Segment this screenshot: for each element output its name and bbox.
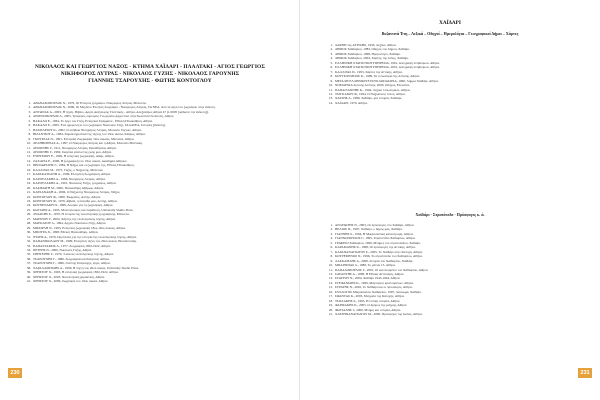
bibliography-entry	[326, 101, 576, 105]
entry-text: ΚΟΥΡΕΜΕΝΟΣ Ν., 1996, Το στρατόπεδο του Χαϊδαρίου, Αθήνα.	[335, 254, 423, 259]
entry-text: ΜΠΟΥΡΑ Χ., 1998, Εθνική Πινακοθήκη, Αθήνα.	[33, 230, 99, 235]
entry-number: 19.	[328, 303, 333, 308]
entry-number: 14.	[328, 280, 333, 285]
entry-text: ΕΛΛΗΝΙΚΗ ΣΤΑΤΙΣΤΙΚΗ ΥΠΗΡΕΣΙΑ, 2001, Απογραφή πληθυσμού, Αθήνα.	[335, 65, 440, 70]
entry-text: ΣΦΑΝΤΑΣ Κ., 2003, Μνημεία της Κατοχής, Αθήνα.	[335, 294, 405, 299]
entry-number: 10.	[328, 263, 333, 268]
entry-number: 7.	[330, 249, 333, 254]
entry-number: 28.	[26, 221, 31, 226]
entry-number: 3.	[330, 51, 333, 56]
entry-text: ΤΣΑΡΟΥΧΗΣ Γ., 1986, Ζωγραφικά και θεατρικά, Αθήνα.	[33, 256, 110, 261]
entry-text: ΖΑΧΑΡΙΑ Ε., 2006, Η ζωγραφική του 19ου αιώνα, Ακαδημία Αθηνών.	[33, 158, 128, 163]
entry-number: 18.	[26, 176, 31, 181]
entry-number: 8.	[330, 74, 333, 79]
entry-text: ΞΥΔΗΣ Α., 1976, Προτάσεις για την ιστορία της νεοελληνικής τέχνης, Αθήνα.	[33, 234, 137, 239]
entry-text: ΤΣΙΓΚΑΚΟΥ Φ., 1994, Ο Ναξιώτικος τόπος, Αθήνα.	[335, 91, 406, 96]
entry-text: ΧΡΗΣΤΟΥ Χ., 1993, Η ελληνική ζωγραφική 1832-1922, Αθήνα.	[33, 270, 119, 275]
entry-text: ΜΑΡΚΑΤΟΥ Δ., 1994, Αρχείο Νικόλαου Γύζη, Αθήνα.	[33, 221, 107, 226]
entry-number: 6.	[330, 245, 333, 250]
entry-text: ΕΛΛΗΝΙΚΗ ΣΤΑΤΙΣΤΙΚΗ ΥΠΗΡΕΣΙΑ, 1991, Απογραφή πληθυσμού, Αθήνα.	[335, 60, 440, 65]
entry-number: 36.	[26, 256, 31, 261]
entry-text: ΠΕΤΡΗΣ Ν., 2000, Νικόλαος Γύζης, Αθήνα.	[33, 247, 93, 252]
entry-number: 15.	[328, 285, 333, 290]
entry-number: 9.	[330, 258, 333, 263]
entry-number: 27.	[26, 216, 31, 221]
entry-number: 21.	[328, 312, 333, 317]
entry-text: ΠΑΠΑΣΤΑΜΟΣ Δ., 1977, Ζωγραφική 1832-1922, Αθήνα.	[33, 243, 111, 248]
entry-number: 30.	[26, 230, 31, 235]
entry-text: ΔΑΦΝΗ της ΑΤΤΙΚΗΣ, 1959, Λεξικό, Αθήνα.	[335, 43, 397, 47]
entry-number: 11.	[329, 267, 333, 272]
entry-text: ΒΙΖΑΝΤΙΟΥ Α., 1984, Χαρακτηριστικά της τέχνης του 19ου αιώνα, Κέδρος, Αθήνα.	[33, 132, 146, 137]
entry-number: 10.	[328, 83, 333, 88]
entry-text: ΒΑΚΑΛΟ Ε., 2005, Ένα ημερολόγιο του ζωγράφου Νικόλαου Γύζη, ΓΑΛΑΤΕΑ. Ιστορίες [έκδοση].	[33, 123, 166, 128]
entry-text: ΣΤΑΥΡΟΥ Ν., 2004, Χαϊδάρι 1943-1944, Αθήνα.	[335, 276, 401, 281]
bibliography-entry	[24, 279, 276, 283]
entry-number: 13.	[26, 154, 31, 159]
right-page	[300, 0, 600, 400]
entry-text: ΚΟΝΤΟΓΛΟΥ Φ., 1960, Έκφρασις, Αστήρ, Αθήνα.	[33, 194, 102, 199]
entry-text: ΦΩΤΙΑΔΗΣ Ι., 2006, Μνήμη και ιστορία, Αθήνα.	[335, 307, 402, 312]
entry-number: 24.	[26, 203, 31, 208]
left-bibliography-list	[24, 101, 276, 284]
entry-number: 6.	[28, 123, 31, 128]
entry-number: 3.	[28, 109, 31, 114]
entry-text: ΧΡΗΣΤΟΥ Χ., 2006, Ζωγράφοι του 19ου αιώνα, Αθήνα.	[33, 279, 109, 284]
entry-number: 14.	[26, 158, 31, 163]
entry-text: ΚΑΡΑΜΑΝΗΣ Κ., 1998, Οι πρόσφυγες της Αττικής, Αθήνα.	[335, 245, 416, 250]
entry-number: 23.	[26, 198, 31, 203]
entry-number: 41.	[26, 279, 31, 284]
entry-number: 19.	[26, 181, 31, 186]
entry-text: ΔΗΜΟΣ Χαϊδαρίου, 1998, Ημερολόγιο, Χαϊδάρι.	[335, 51, 401, 56]
entry-text: ΚΑΡΑΠΑΝΑΓΙΩΤΟΥ Σ., 2005, Το Χαϊδάρι στην Κατοχή, Αθήνα.	[335, 249, 423, 254]
entry-text: ΤΣΟΛΑΚΗΣ Δ., 1995, Η τοπική ιστορία, Αθήνα.	[335, 298, 401, 303]
left-page-title	[24, 64, 276, 85]
entry-number: 1.	[330, 43, 333, 47]
entry-text: ΣΑΡΑΝΤΗΣ Α., 1998, Η Εθνική Αντίσταση, Αθήνα.	[335, 271, 405, 276]
entry-number: 37.	[26, 261, 31, 266]
entry-text: ΚΑΤΣΑΝΑΚΗ Α., 2006, Ο Ναξιώτης Νικηφόρος Λύτρας, Νάξος.	[33, 190, 121, 195]
entry-number: 17.	[26, 172, 31, 177]
entry-number: 18.	[328, 298, 333, 303]
entry-number: 34.	[26, 247, 31, 252]
entry-text: ΓΚΟΥΡΔΑΣ Ν., 1991, Ελληνική Ζωγραφική 19ος αιώνας, Μέλισσα, Αθήνα.	[33, 136, 135, 141]
entry-text: ΜΠΑΡΜΠΑΣ Δ., 1986, Το μπλοκ 15, Αθήνα.	[335, 263, 396, 268]
entry-number: 4.	[330, 56, 333, 61]
section-1-title: Βυζαντινά Έτη – Λεξικά – Οδηγοί – Ημερολόγια – Γεωγραφικοί Δήμοι – Χάρτες	[381, 31, 519, 36]
entry-number: 11.	[27, 145, 31, 150]
entry-number: 33.	[26, 243, 31, 248]
entry-number: 9.	[28, 136, 31, 141]
entry-number: 31.	[26, 234, 31, 239]
entry-number: 13.	[328, 276, 333, 281]
entry-text: ΜΙΣΣΙΡΛΗ Ν., 1993, Ελληνική ζωγραφική 18ος-19ος αιώνας, Αθήνα.	[33, 225, 126, 230]
left-title-line-2: ΝΙΚΗΦΟΡΟΣ ΛΥΤΡΑΣ - ΝΙΚΟΛΑΟΣ ΓΥΖΗΣ - ΝΙΚΟΛΑΟΣ ΓΑΡΟΥΝΗΣ	[60, 71, 240, 77]
entry-number: 3.	[330, 231, 333, 236]
entry-text: ΒΕΛΙΟΣ Π., 1997, Χαϊδάρι, ο δήμος μας, Χαϊδάρι.	[335, 227, 403, 232]
entry-text: ΧΡΗΣΤΟΥ Χ., 2003, Νεοελληνική χαρακτική, Αθήνα.	[33, 274, 106, 279]
entry-number: 8.	[28, 132, 31, 137]
entry-number: 17.	[328, 294, 333, 299]
entry-number: 5.	[330, 60, 333, 65]
entry-number: 4.	[330, 236, 333, 241]
entry-text: ΔΗΜΟΣ Χαϊδαρίου, 2004, Χάρτης της πόλης, Χαϊδάρι.	[335, 56, 409, 61]
entry-text: ΔΗΜΟΣ Χαϊδαρίου, 1983, Οδηγός του Δήμου, Χαϊδάρι.	[335, 47, 410, 52]
section-1-list	[326, 43, 576, 105]
entry-number: 13.	[328, 96, 333, 101]
entry-number: 15.	[26, 163, 31, 168]
entry-number: 40.	[26, 274, 31, 279]
entry-text: ΚΟΥΝΕΝΑΚΗ Π., 1999, Δοκίμιο για τη ζωγραφική, Αθήνα.	[33, 203, 114, 208]
entry-text: ΧΑΤΖΗΣ Δ., 1989, Χαϊδάρι, μια ιστορία, Χαϊδάρι.	[335, 96, 403, 101]
entry-text: ΚΟΝΤΟΓΛΟΥ Φ., 1979, Αϊβαλί, η πατρίδα μου, Αστήρ, Αθήνα.	[33, 198, 118, 203]
left-title-line-3: ΓΙΑΝΝΗΣ ΤΣΑΡΟΥΧΗΣ - ΦΩΤΗΣ ΚΟΝΤΟΓΛΟΥ	[88, 78, 212, 84]
entry-number: 22.	[26, 194, 31, 199]
entry-number: 16.	[328, 289, 333, 294]
entry-number: 1.	[330, 223, 333, 227]
entry-text: ΧΑΪΔΑΡΙ, 1970, Αθήνα.	[335, 100, 368, 105]
entry-number: 21.	[26, 190, 31, 195]
entry-text: ΑΝΔΡΙΩΤΗΣ Ν., 2003, Οι πρόσφυγες στο Χαϊδάρι, Αθήνα.	[335, 223, 415, 227]
entry-number: 20.	[328, 307, 333, 312]
entry-text: ΤΣΑΡΟΥΧΗΣ Γ., 1996, Γιάννης Τσαρούχης, έργα, Αθήνα.	[33, 261, 111, 266]
entry-number: 7.	[28, 127, 31, 132]
entry-text: ΚΑΡΟΥΖΑΚΗΣ Α., 1991, Νικόλαος Γύζης, ζωγράφος, Αθήνα.	[33, 181, 117, 186]
entry-text: ΚΑΛΛΙΓΑΣ Μ., 1975, Γύζης, ο Ναξιώτης, Μέλισσα.	[33, 167, 104, 172]
entry-number: 25.	[26, 207, 31, 212]
entry-text: ΑΘΑΝΑΣΟΠΟΥΛΟΣ Ν., 2006, Οι Μεγάλοι Έλληνες Ζωγράφοι - Νικηφόρος Λύτρας, ΤΑ ΝΕΑ. Από τα έργα του ζωγράφου στην έκδοση.	[33, 105, 216, 110]
entry-text: ΣΥΛΛΟΓΟΣ Μικρασιατών Χαϊδαρίου, 1997, Λεύκωμα, Χαϊδάρι.	[335, 289, 422, 294]
entry-text: ΑΘΑΝΑΣΟΠΟΥΛΟΣ Ν., 1979, Οι Έλληνες ζωγράφοι. Νικηφόρος Λύτρας, Μέλισσα.	[33, 101, 147, 105]
entry-number: 4.	[28, 114, 31, 119]
entry-text: ΔΡΟΣΙΝΗΣ Γ., 1911, Νικηφόρος Λύτρας, Παναθήναια, Αθήνα.	[33, 145, 117, 150]
entry-text: ΚΑΛΛΙΓΑΣ Π., 1993, Χάρτες της Αττικής, Αθήνα.	[335, 69, 403, 74]
entry-text: ΔΕΛΗΒΟΡΡΙΑΣ Α., 1997, Ο Νικηφόρος Λύτρας και η Αθήνα, Μουσείο Μπενάκη.	[33, 141, 143, 146]
page-number-right: 231	[578, 368, 592, 378]
entry-text: ΘΕΟΔΩΡΙΔΗΣ Γ., 1984, Η Νάξος και οι ζωγράφοι της, Εθνική Πινακοθήκη.	[33, 163, 135, 168]
entry-text: ΛΑΣΚΑΡΙΔΗΣ Α., 2000, Ιστορία του Χαϊδαρίου, Χαϊδάρι.	[335, 258, 414, 263]
section-2-list	[326, 223, 576, 317]
entry-text: ΑΡΣΕΝΟΠΟΥΛΟΣ Δ., 2005, Τρυφερός λυρισμός: Γεωργιανό Αρχοντικό στην Κωνσταντινούπολη, Αθήνα.	[33, 114, 175, 119]
entry-number: 2.	[330, 227, 333, 232]
entry-text: ΚΑΡΟΥΖΑΚΗΣ Α., 1986, Νικηφόρος Λύτρας, Αθήνα.	[33, 176, 106, 181]
entry-text: ΒΑΚΑΛΟ Ε., 1964, Το έργο του Γύζη, Ελληνικά Γράμματα - Εθνική Πινακοθήκη, Αθήνα.	[33, 118, 153, 123]
entry-number: 6.	[330, 65, 333, 70]
entry-number: 38.	[26, 265, 31, 270]
entry-text: ΠΑΠΑΝΙΚΟΛΑΟΥ Μ., 1999, Ελληνική τέχνη του 20ού αιώνα, Θεσσαλονίκη.	[33, 239, 138, 244]
entry-text: ΦΑΡΜΑΚΗΣ Κ., 2005, Ο δρόμος της μνήμης, Αθήνα.	[335, 303, 408, 308]
entry-text: ΔΡΟΣΙΝΗΣ Γ., 1982, Σκόρπια φύλλα της ζωής μου, Αθήνα.	[33, 149, 112, 154]
entry-number: 8.	[330, 254, 333, 259]
entry-number: 12.	[328, 91, 333, 96]
entry-text: ΛΥΔΑΚΗΣ Σ., 1976, Η ιστορία της νεοελληνικής ζωγραφικής, Μέλισσα.	[33, 212, 130, 217]
entry-number: 9.	[330, 78, 333, 83]
entry-text: ΚΩΤΙΔΗΣ Α., 1995, Μοντερνισμός και παράδοση, University Studio Press.	[33, 207, 134, 212]
entry-number: 10.	[26, 141, 31, 146]
entry-number: 2.	[330, 47, 333, 52]
entry-number: 29.	[26, 225, 31, 230]
entry-text: ΚΑΡΑΚΑΤΣΑΝΗ Α., 1999, Ελληνική Ζωγραφική, Αθήνα.	[33, 172, 111, 177]
left-title-line-1: ΝΙΚΟΛΑΟΣ ΚΑΙ ΓΕΩΡΓΙΟΣ ΝΑΞΟΣ - ΚΤΗΜΑ ΧΑΪΔΑΡΙ - ΠΛΑΛΤΑΚΙ - ΑΓΙΟΣ ΓΕΩΡΓΙΟΣ	[35, 64, 265, 70]
entry-text: ΒΑΣΣΙΛΕΙΟΥ Κ., 2002, Ο αλήθεια Νικηφόρος Λύτρας, Μουσείο Τεχνών, Αθήνα.	[33, 127, 142, 132]
entry-number: 2.	[28, 105, 31, 110]
entry-text: ΠΑΠΑΔΟΠΟΥΛΟΣ Γ., 2001, Οι εκτελεσμένοι του Χαϊδαρίου, Αθήνα.	[335, 267, 429, 272]
entry-text: ΜΑΡΙΝΟΥ Γ., 2004, Χάρτης της νεοελληνικής τέχνης, Αθήνα.	[33, 216, 116, 221]
entry-text: ΧΑΡΑΛΑΜΠΙΔΗΣ Α., 1990, Η τέχνη του 20ού αιώνα, University Studio Press.	[33, 265, 139, 270]
entry-number: 20.	[26, 185, 31, 190]
entry-number: 5.	[330, 240, 333, 245]
entry-text: ΚΟΥΤΣΟΥΜΠΟΣ Κ., 1999, Τα τοπωνύμια της Αττικής, Αθήνα.	[335, 74, 421, 79]
entry-number: 11.	[329, 87, 333, 92]
page-number-left: 230	[8, 368, 22, 378]
entry-text: ΣΤΕΦΑΝΙΔΗΣ Κ., 1999, Μαρτυρίες κρατουμένων, Αθήνα.	[335, 280, 414, 285]
entry-text: ΚΑΣΙΜΑΤΗ Μ., 2000, Πινακοθήκη Αβέρωφ, Αθήνα.	[33, 185, 105, 190]
entry-text: ΜΕΓΑΛΗ ΕΛΛΗΝΙΚΗ ΕΓΚΥΚΛΟΠΑΙΔΕΙΑ, 1960, Λήμμα Χαϊδάρι, Αθήνα.	[335, 78, 439, 83]
entry-text: ΓΡΑΦΕΙΟ Χαϊδαρίου, 1999, Μνήμες του στρατοπέδου, Χαϊδάρι.	[335, 240, 421, 245]
entry-number: 14.	[328, 100, 333, 105]
entry-number: 7.	[330, 69, 333, 74]
entry-number: 16.	[26, 167, 31, 172]
bibliography-entry	[326, 312, 576, 316]
entry-text: ΓΙΑΝΝΗΣ Σ., 1994, Η Μικρασιατική καταστροφή, Αθήνα.	[335, 231, 414, 236]
entry-text: ΑΝΤΩΝΑΣ Α., 2003, Η τέχνη, Βιβλιο. Αρχές Ανάγλυφης Γλυπτικής - Αθήνα. Αλέξανδρος Αθηνά 47 (1/2005 [ορθώνει την έκδοση]).	[33, 109, 209, 114]
entry-text: ΧΑΤΖΗΠΑΝΑΓΙΩΤΟΥ Μ., 2000, Πρόσφυγες της Ιωνίας, Αθήνα.	[335, 312, 423, 317]
entry-text: ΣΠΗΤΕΡΗΣ Τ., 1979, 3 αιώνες νεοελληνικής τέχνης, Αθήνα.	[33, 252, 114, 257]
entry-number: 5.	[28, 118, 31, 123]
entry-number: 32.	[26, 239, 31, 244]
section-2-title: Χαϊδάρι - Στρατόπεδο - Πρόσφυγες κ. ά.	[415, 212, 485, 217]
entry-text: ΝΟΜΑΡΧΙΑ Δυτικής Αττικής, 2000, Οδηγός, Ελευσίνα.	[335, 83, 411, 88]
entry-text: ΠΑΠΑΓΙΑΝΝΗΣ Κ., 1994, Λεξικό τοπωνυμίων, Αθήνα.	[335, 87, 411, 92]
entry-number: 26.	[26, 212, 31, 217]
entry-text: ΓΙΑΝΝΟΠΟΥΛΟΣ Γ., 1995, Στρατόπεδο Χαϊδαρίου, Αθήνα.	[335, 236, 416, 241]
entry-number: 12.	[328, 271, 333, 276]
entry-number: 39.	[26, 270, 31, 275]
entry-text: ΕΥΘΥΜΙΟΥ Ε., 1999, Η ελληνική ζωγραφική, Αδάμ, Αθήνα.	[33, 154, 115, 159]
entry-number: 1.	[28, 101, 31, 105]
entry-text: ΣΤΡΑΤΗΣ Ν., 2002, Το Χαϊδάρι και οι πρόσφυγες, Αθήνα.	[335, 285, 413, 290]
entry-number: 12.	[26, 149, 31, 154]
right-page-title: ΧΑΪΔΑΡΙ	[439, 20, 461, 26]
entry-number: 35.	[26, 252, 31, 257]
